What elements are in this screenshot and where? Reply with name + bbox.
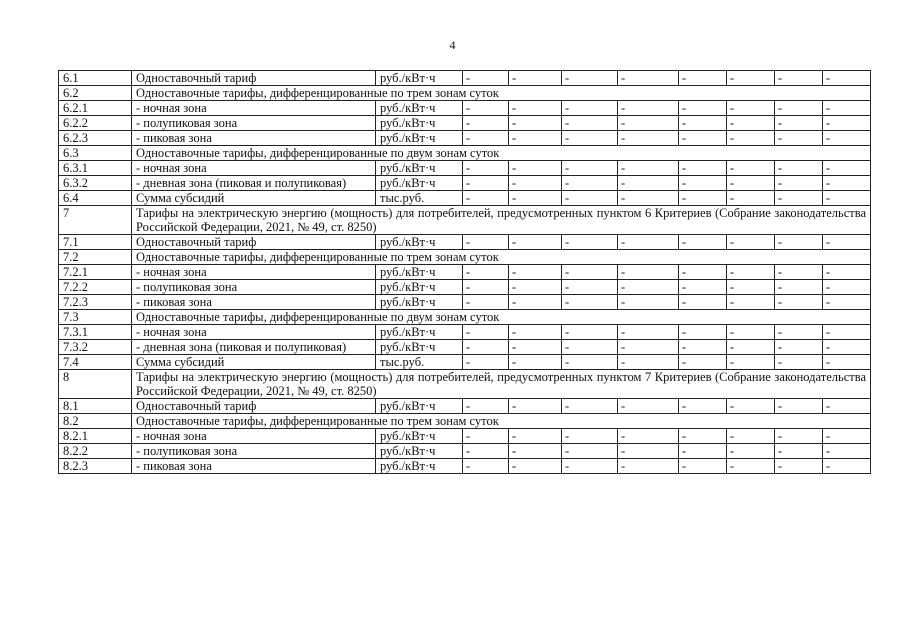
unit: руб./кВт·ч (376, 280, 463, 295)
row-number: 7.3.2 (59, 340, 132, 355)
table-row (59, 191, 871, 206)
value-cell: - (463, 295, 509, 310)
value-cell: - (463, 429, 509, 444)
value-cell: - (509, 280, 562, 295)
value-cell: - (727, 265, 775, 280)
table-row (59, 295, 871, 310)
value-cell: - (509, 444, 562, 459)
section-heading: Тарифы на электрическую энергию (мощность) для потребителей, предусмотренных пунктом 7 Критериев (Собрание законодательства Российской Федерации, 2021, № 49, ст. 8250) (132, 370, 871, 399)
row-number: 6.4 (59, 191, 132, 206)
table-row (59, 86, 871, 101)
tariff-name: Одноставочный тариф (132, 71, 376, 86)
unit: руб./кВт·ч (376, 399, 463, 414)
unit: руб./кВт·ч (376, 101, 463, 116)
value-cell: - (775, 355, 823, 370)
value-cell: - (562, 459, 618, 474)
value-cell: - (618, 116, 679, 131)
value-cell: - (463, 444, 509, 459)
value-cell: - (727, 295, 775, 310)
table-row (59, 414, 871, 429)
value-cell: - (618, 295, 679, 310)
row-number: 7 (59, 206, 132, 235)
value-cell: - (727, 71, 775, 86)
tariff-name: - ночная зона (132, 265, 376, 280)
value-cell: - (727, 131, 775, 146)
value-cell: - (775, 399, 823, 414)
value-cell: - (562, 325, 618, 340)
row-number: 7.3.1 (59, 325, 132, 340)
table-row (59, 176, 871, 191)
value-cell: - (775, 131, 823, 146)
value-cell: - (823, 355, 871, 370)
value-cell: - (823, 295, 871, 310)
value-cell: - (618, 459, 679, 474)
value-cell: - (823, 340, 871, 355)
value-cell: - (679, 191, 727, 206)
value-cell: - (463, 399, 509, 414)
tariff-name: - пиковая зона (132, 295, 376, 310)
value-cell: - (775, 235, 823, 250)
table-row (59, 116, 871, 131)
value-cell: - (775, 265, 823, 280)
value-cell: - (679, 399, 727, 414)
value-cell: - (463, 71, 509, 86)
value-cell: - (463, 325, 509, 340)
value-cell: - (679, 355, 727, 370)
row-number: 6.3.2 (59, 176, 132, 191)
table-row (59, 444, 871, 459)
table-row (59, 146, 871, 161)
value-cell: - (618, 71, 679, 86)
row-number: 6.3.1 (59, 161, 132, 176)
value-cell: - (618, 325, 679, 340)
tariff-name: Сумма субсидий (132, 355, 376, 370)
unit: руб./кВт·ч (376, 429, 463, 444)
row-number: 7.4 (59, 355, 132, 370)
value-cell: - (463, 340, 509, 355)
tariff-name: - пиковая зона (132, 131, 376, 146)
unit: руб./кВт·ч (376, 444, 463, 459)
tariff-name: Сумма субсидий (132, 191, 376, 206)
row-number: 8.2.3 (59, 459, 132, 474)
value-cell: - (463, 161, 509, 176)
value-cell: - (509, 399, 562, 414)
value-cell: - (823, 116, 871, 131)
value-cell: - (727, 355, 775, 370)
value-cell: - (509, 161, 562, 176)
value-cell: - (509, 191, 562, 206)
value-cell: - (562, 116, 618, 131)
tariff-name: - ночная зона (132, 325, 376, 340)
value-cell: - (463, 191, 509, 206)
value-cell: - (823, 71, 871, 86)
value-cell: - (679, 280, 727, 295)
table-row (59, 370, 871, 399)
value-cell: - (463, 235, 509, 250)
unit: тыс.руб. (376, 191, 463, 206)
value-cell: - (509, 295, 562, 310)
value-cell: - (618, 399, 679, 414)
value-cell: - (679, 116, 727, 131)
value-cell: - (562, 340, 618, 355)
value-cell: - (562, 131, 618, 146)
row-number: 7.2.3 (59, 295, 132, 310)
value-cell: - (562, 295, 618, 310)
value-cell: - (562, 265, 618, 280)
value-cell: - (463, 116, 509, 131)
value-cell: - (618, 176, 679, 191)
row-number: 6.3 (59, 146, 132, 161)
value-cell: - (618, 429, 679, 444)
value-cell: - (775, 161, 823, 176)
value-cell: - (509, 429, 562, 444)
value-cell: - (823, 101, 871, 116)
table-row (59, 161, 871, 176)
table-row (59, 71, 871, 86)
table-row (59, 310, 871, 325)
value-cell: - (562, 161, 618, 176)
value-cell: - (509, 235, 562, 250)
value-cell: - (463, 176, 509, 191)
unit: руб./кВт·ч (376, 295, 463, 310)
row-number: 7.3 (59, 310, 132, 325)
value-cell: - (562, 176, 618, 191)
value-cell: - (775, 444, 823, 459)
tariff-name: - полупиковая зона (132, 280, 376, 295)
value-cell: - (775, 295, 823, 310)
value-cell: - (618, 444, 679, 459)
value-cell: - (463, 265, 509, 280)
value-cell: - (679, 340, 727, 355)
value-cell: - (775, 325, 823, 340)
value-cell: - (727, 444, 775, 459)
value-cell: - (679, 131, 727, 146)
value-cell: - (823, 265, 871, 280)
table-row (59, 235, 871, 250)
table-row (59, 340, 871, 355)
value-cell: - (823, 429, 871, 444)
value-cell: - (679, 71, 727, 86)
value-cell: - (823, 176, 871, 191)
section-heading: Одноставочные тарифы, дифференцированные по трем зонам суток (132, 86, 871, 101)
row-number: 6.2.2 (59, 116, 132, 131)
value-cell: - (823, 161, 871, 176)
value-cell: - (727, 101, 775, 116)
value-cell: - (463, 280, 509, 295)
table-row (59, 355, 871, 370)
value-cell: - (775, 101, 823, 116)
value-cell: - (463, 101, 509, 116)
value-cell: - (823, 399, 871, 414)
value-cell: - (509, 116, 562, 131)
table-row (59, 459, 871, 474)
value-cell: - (775, 71, 823, 86)
tariff-name: - пиковая зона (132, 459, 376, 474)
value-cell: - (509, 459, 562, 474)
value-cell: - (727, 280, 775, 295)
value-cell: - (562, 191, 618, 206)
value-cell: - (727, 429, 775, 444)
value-cell: - (509, 131, 562, 146)
value-cell: - (562, 444, 618, 459)
value-cell: - (562, 280, 618, 295)
table-row (59, 101, 871, 116)
value-cell: - (509, 71, 562, 86)
row-number: 6.2 (59, 86, 132, 101)
value-cell: - (509, 340, 562, 355)
value-cell: - (775, 116, 823, 131)
row-number: 7.2.2 (59, 280, 132, 295)
row-number: 8.1 (59, 399, 132, 414)
tariff-name: - ночная зона (132, 429, 376, 444)
table-row (59, 280, 871, 295)
row-number: 6.1 (59, 71, 132, 86)
section-heading: Одноставочные тарифы, дифференцированные по двум зонам суток (132, 310, 871, 325)
value-cell: - (679, 295, 727, 310)
tariff-name: - дневная зона (пиковая и полупиковая) (132, 340, 376, 355)
value-cell: - (509, 176, 562, 191)
value-cell: - (618, 101, 679, 116)
value-cell: - (618, 235, 679, 250)
value-cell: - (727, 161, 775, 176)
unit: руб./кВт·ч (376, 325, 463, 340)
value-cell: - (727, 399, 775, 414)
tariff-name: - ночная зона (132, 161, 376, 176)
value-cell: - (562, 355, 618, 370)
table-row (59, 206, 871, 235)
value-cell: - (679, 176, 727, 191)
value-cell: - (618, 355, 679, 370)
tariff-table (58, 70, 871, 474)
value-cell: - (509, 325, 562, 340)
value-cell: - (775, 340, 823, 355)
value-cell: - (823, 325, 871, 340)
unit: руб./кВт·ч (376, 176, 463, 191)
section-heading: Одноставочные тарифы, дифференцированные по двум зонам суток (132, 146, 871, 161)
value-cell: - (823, 459, 871, 474)
unit: руб./кВт·ч (376, 131, 463, 146)
value-cell: - (618, 161, 679, 176)
value-cell: - (727, 325, 775, 340)
page-number: 4 (449, 38, 456, 52)
value-cell: - (679, 325, 727, 340)
value-cell: - (679, 101, 727, 116)
value-cell: - (775, 191, 823, 206)
value-cell: - (679, 429, 727, 444)
value-cell: - (509, 355, 562, 370)
unit: руб./кВт·ч (376, 161, 463, 176)
value-cell: - (775, 280, 823, 295)
value-cell: - (727, 116, 775, 131)
value-cell: - (727, 340, 775, 355)
row-number: 6.2.1 (59, 101, 132, 116)
value-cell: - (463, 459, 509, 474)
tariff-name: - дневная зона (пиковая и полупиковая) (132, 176, 376, 191)
row-number: 7.1 (59, 235, 132, 250)
value-cell: - (562, 101, 618, 116)
value-cell: - (618, 340, 679, 355)
table-row (59, 399, 871, 414)
unit: руб./кВт·ч (376, 265, 463, 280)
value-cell: - (562, 71, 618, 86)
value-cell: - (823, 235, 871, 250)
value-cell: - (679, 161, 727, 176)
row-number: 6.2.3 (59, 131, 132, 146)
unit: тыс.руб. (376, 355, 463, 370)
value-cell: - (679, 235, 727, 250)
value-cell: - (727, 191, 775, 206)
table-body (59, 71, 871, 474)
value-cell: - (562, 429, 618, 444)
row-number: 8 (59, 370, 132, 399)
value-cell: - (775, 429, 823, 444)
value-cell: - (618, 191, 679, 206)
unit: руб./кВт·ч (376, 340, 463, 355)
value-cell: - (509, 265, 562, 280)
unit: руб./кВт·ч (376, 459, 463, 474)
section-heading: Тарифы на электрическую энергию (мощность) для потребителей, предусмотренных пунктом 6 Критериев (Собрание законодательства Российской Федерации, 2021, № 49, ст. 8250) (132, 206, 871, 235)
tariff-name: Одноставочный тариф (132, 399, 376, 414)
section-heading: Одноставочные тарифы, дифференцированные по трем зонам суток (132, 414, 871, 429)
section-heading: Одноставочные тарифы, дифференцированные по трем зонам суток (132, 250, 871, 265)
value-cell: - (463, 355, 509, 370)
table-row (59, 429, 871, 444)
value-cell: - (463, 131, 509, 146)
value-cell: - (727, 459, 775, 474)
value-cell: - (618, 280, 679, 295)
table-row (59, 325, 871, 340)
value-cell: - (679, 444, 727, 459)
table-row (59, 131, 871, 146)
value-cell: - (679, 459, 727, 474)
table-row (59, 265, 871, 280)
unit: руб./кВт·ч (376, 116, 463, 131)
row-number: 7.2 (59, 250, 132, 265)
row-number: 8.2.1 (59, 429, 132, 444)
unit: руб./кВт·ч (376, 235, 463, 250)
value-cell: - (823, 131, 871, 146)
value-cell: - (618, 265, 679, 280)
value-cell: - (775, 459, 823, 474)
row-number: 8.2.2 (59, 444, 132, 459)
value-cell: - (775, 176, 823, 191)
value-cell: - (823, 191, 871, 206)
value-cell: - (562, 399, 618, 414)
value-cell: - (823, 444, 871, 459)
value-cell: - (562, 235, 618, 250)
table-row (59, 250, 871, 265)
tariff-name: - полупиковая зона (132, 444, 376, 459)
row-number: 7.2.1 (59, 265, 132, 280)
value-cell: - (618, 131, 679, 146)
value-cell: - (823, 280, 871, 295)
tariff-name: Одноставочный тариф (132, 235, 376, 250)
value-cell: - (727, 235, 775, 250)
value-cell: - (509, 101, 562, 116)
tariff-name: - ночная зона (132, 101, 376, 116)
value-cell: - (727, 176, 775, 191)
value-cell: - (679, 265, 727, 280)
tariff-name: - полупиковая зона (132, 116, 376, 131)
row-number: 8.2 (59, 414, 132, 429)
unit: руб./кВт·ч (376, 71, 463, 86)
